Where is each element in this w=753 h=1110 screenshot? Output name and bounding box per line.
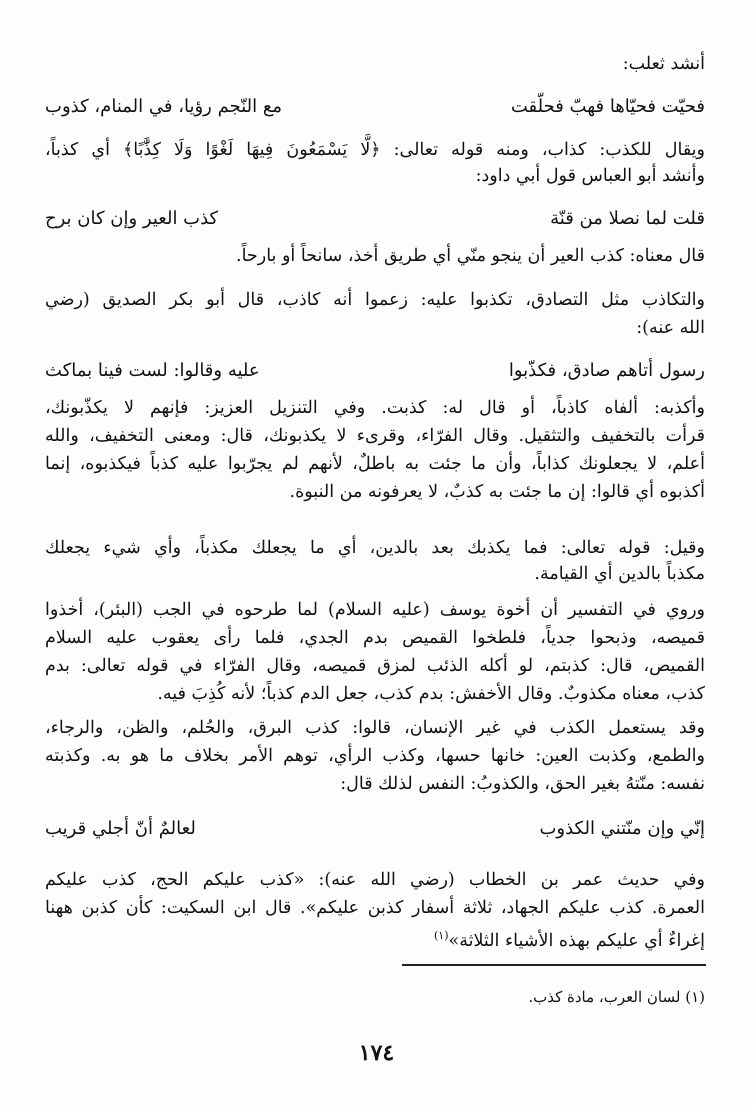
verse-hemistich-first: رسول أتاهم صادق، فكذّبوا [508,360,705,381]
text-line: القميص، قال: كذبتم، لو أكله الذئب لمزق قميصه، وقال الفرّاء في قوله تعالى: بدم [45,656,705,676]
text-line: أعلم، لا يجعلونك كذاباً، وأن ما جئت به باطلٌ، لأنهم لم يجرّبوا عليه كذباً فيكذبوه، إنما [45,454,705,474]
text-line: والتكاذب مثل التصادق، تكذبوا عليه: زعموا أنه كاذب، قال أبو بكر الصديق (رضي [45,290,705,310]
text-line: وقيل: قوله تعالى: فما يكذبك بعد بالدين، أي ما يجعلك مكذباً، وأي شيء يجعلك [45,538,705,558]
text-line: نفسه: منّتهُ بغير الحق، والكذوبُ: النفس لذلك قال: [340,774,705,794]
text-line: قال معناه: كذب العير أن ينجو منّي أي طريق أخذ، سانحاً أو بارحاً. [236,246,705,266]
page-number: ١٧٤ [358,1040,395,1066]
verse-hemistich-first: قلت لما نصلا من قنّة [550,208,705,229]
text-line: قميصه، وذبحوا جدياً، فلطخوا القميص بدم الجدي، فلما رأى يعقوب عليه السلام [45,628,705,648]
verse-hemistich-second: مع النّجم رؤيا، في المنام، كذوب [45,96,283,117]
verse [45,356,705,386]
footnote: (١) لسان العرب، مادة كذب. [528,988,705,1006]
text-line: أكذبوه أي قالوا: إن ما جئت به كذبٌ، لا يعرفونه من النبوة. [289,482,705,502]
text-line: وقد يستعمل الكذب في غير الإنسان، قالوا: كذب البرق، والحُلم، والظن، والرجاء، [45,718,705,738]
text-line: كذب، معناه مكذوبٌ. وقال الأخفش: بدم كذب، جعل الدم كذباً؛ لأنه كُذِبَ فيه. [157,684,705,704]
text-line: والطمع، وكذبت العين: خانها حسها، وكذب الرأي، توهم الأمر بخلاف ما هو به. وكذبته [45,746,705,766]
verse-hemistich-second: كذب العير وإن كان برح [45,208,219,229]
text-line: أنشد ثعلب: [622,54,705,74]
text-line: العمرة. كذب عليكم الجهاد، ثلاثة أسفار كذبن عليكم». قال ابن السكيت: كأن كذبن ههنا [45,898,705,918]
verse-hemistich-second: لعالمٌ أنّ أجلي قريب [45,818,196,839]
verse [45,92,705,122]
verse-hemistich-first: فحيّت فحيّاها فهبّ فحلّقت [510,96,705,117]
text-line: قرأت بالتخفيف والتثقيل. وقال الفرّاء، وقرىء لا يكذبونك، قال: ومعنى التخفيف، والله [45,426,705,446]
verse [45,204,705,234]
text-line [45,924,705,953]
text-line: الله عنه): [636,318,705,338]
text-line: وأنشد أبو العباس قول أبي داود: [475,166,705,186]
text-line: وروي في التفسير أن أخوة يوسف (عليه السلام) لما طرحوه في الجب (البئر)، أخذوا [45,600,705,620]
footnote-separator [402,964,706,966]
text-line: وفي حديث عمر بن الخطاب (رضي الله عنه): «كذب عليكم الحج، كذب عليكم [45,870,705,890]
text-line: وأكذبه: ألفاه كاذباً، أو قال له: كذبت. وفي التنزيل العزيز: فإنهم لا يكذّبونك، [45,398,705,418]
text-line: مكذباً بالدين أي القيامة. [534,564,705,584]
footnote-reference: (١) [434,929,449,942]
verse [45,814,705,844]
verse-hemistich-first: إنّي وإن منّتني الكذوب [539,818,705,839]
verse-hemistich-second: عليه وقالوا: لست فينا بماكث [45,360,260,381]
text-line: ويقال للكذب: كذاب، ومنه قوله تعالى: ﴿لَّا يَسْمَعُونَ فِيهَا لَغْوًا وَلَا كِذَّٰبًا﴾ أي كذباً، [45,140,705,160]
text-line-body: إغراءٌ أي عليكم بهذه الأشياء الثلاثة» [448,930,705,951]
